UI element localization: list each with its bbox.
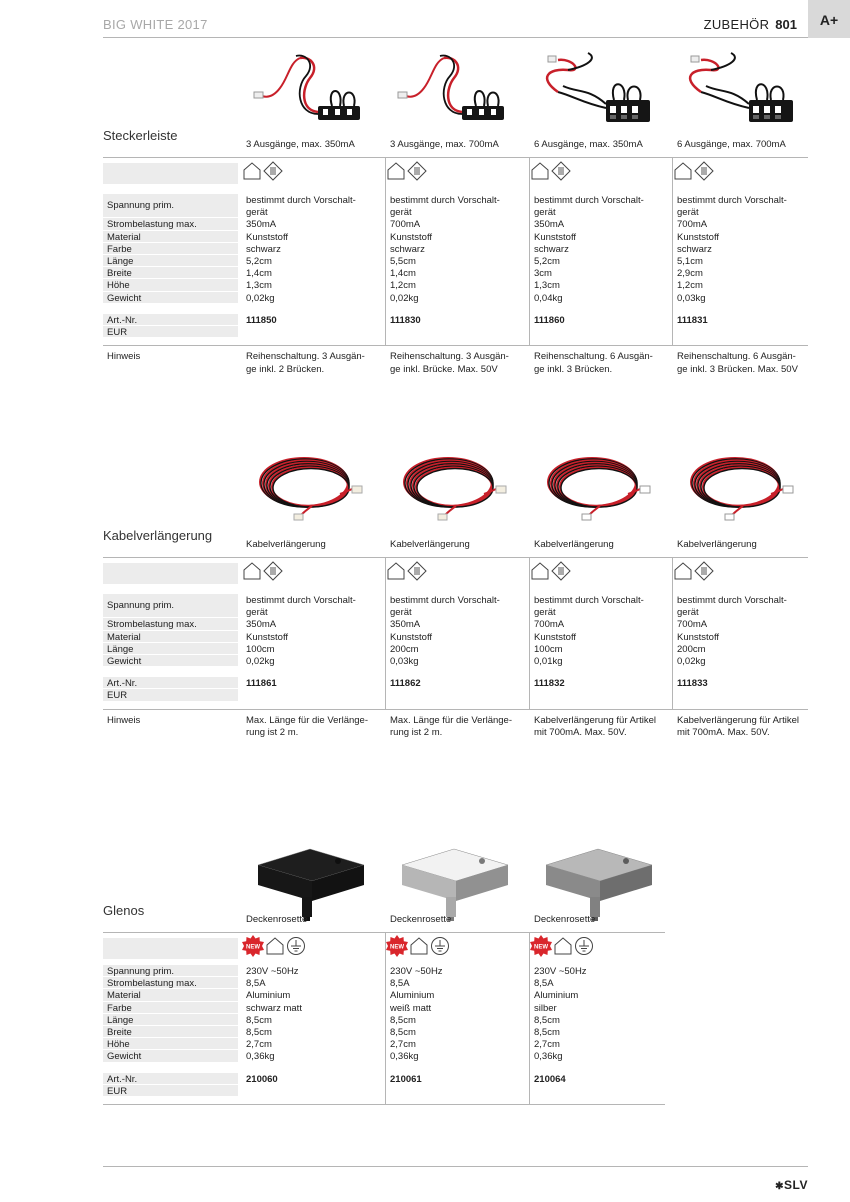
product-name: 6 Ausgänge, max. 700mA — [677, 139, 786, 150]
spec-value: 0,02kg — [677, 656, 706, 667]
spec-value: gerät — [677, 607, 699, 619]
spec-value: gerät — [677, 207, 699, 219]
section-bottom-rule — [103, 1104, 665, 1105]
product-note: ge inkl. 3 Brücken. — [534, 363, 613, 375]
certification-icons — [530, 561, 571, 581]
spec-value: Kunststoff — [534, 631, 577, 643]
spec-value: schwarz — [246, 243, 281, 255]
spec-value: bestimmt durch Vorschalt- — [534, 595, 644, 606]
eur-label: EUR — [107, 1085, 128, 1097]
spec-value: 0,03kg — [390, 656, 419, 667]
indoor-house-icon — [673, 161, 693, 181]
indoor-house-icon — [242, 161, 262, 181]
spec-value: gerät — [246, 607, 268, 619]
icon-row-bg — [103, 563, 238, 584]
spec-value: bestimmt durch Vorschalt- — [246, 595, 356, 606]
protective-earth-icon — [286, 936, 306, 956]
indoor-house-icon — [409, 936, 429, 956]
spec-value: 230V ~50Hz — [534, 966, 587, 977]
product-note: Max. Länge für die Verlänge- — [390, 714, 512, 726]
protection-class-iii-icon — [694, 161, 714, 181]
spec-value: schwarz — [677, 243, 712, 255]
spec-value: 0,36kg — [246, 1051, 275, 1063]
certification-icons — [386, 161, 427, 181]
protective-earth-icon — [430, 936, 450, 956]
section-rule — [103, 557, 808, 558]
column-separator — [385, 932, 386, 1104]
product-note: Kabelverlängerung für Artikel — [534, 714, 656, 726]
spec-label: Gewicht — [107, 292, 142, 304]
certification-icons — [530, 936, 594, 956]
spec-value: 230V ~50Hz — [246, 966, 299, 977]
spec-value: 350mA — [246, 619, 277, 631]
section-bottom-rule — [103, 345, 808, 346]
spec-label: Strombelastung max. — [107, 219, 197, 231]
product-note: Reihenschaltung. 3 Ausgän- — [390, 351, 509, 363]
spec-value: 350mA — [246, 219, 277, 231]
spec-label: Länge — [107, 256, 134, 267]
indoor-house-icon — [530, 561, 550, 581]
spec-value: Kunststoff — [390, 631, 433, 643]
spec-value: 8,5cm — [246, 1014, 272, 1026]
product-note: rung ist 2 m. — [390, 727, 443, 739]
footer-rule — [103, 1166, 808, 1167]
spec-value: schwarz — [534, 243, 569, 255]
certification-icons — [386, 936, 450, 956]
spec-label: Farbe — [107, 243, 132, 255]
spec-value: 8,5A — [390, 978, 410, 990]
spec-value: 2,7cm — [246, 1039, 272, 1051]
hinweis-label: Hinweis — [107, 351, 141, 363]
product-note: rung ist 2 m. — [246, 727, 299, 739]
spec-label: Material — [107, 990, 141, 1002]
product-name: Deckenrosette — [246, 914, 308, 925]
cable-coil-icon[interactable] — [671, 448, 811, 543]
art-nr-label: Art.-Nr. — [107, 1073, 138, 1085]
product-name: Kabelverlängerung — [534, 539, 614, 550]
product-name: Deckenrosette — [390, 914, 452, 925]
spec-value: 5,2cm — [246, 256, 272, 267]
spec-value: 1,4cm — [246, 268, 272, 280]
spec-value: Aluminium — [246, 990, 291, 1002]
spec-value: 100cm — [246, 643, 275, 655]
indoor-house-icon — [265, 936, 285, 956]
certification-icons — [386, 561, 427, 581]
chapter-tab[interactable]: A+ — [808, 0, 850, 38]
spec-label: Breite — [107, 1027, 132, 1038]
spec-label: Strombelastung max. — [107, 619, 197, 631]
section-rule — [103, 932, 665, 933]
spec-value: 5,5cm — [390, 256, 416, 267]
spec-value: 1,2cm — [390, 280, 416, 292]
spec-value: gerät — [390, 207, 412, 219]
spec-value: 700mA — [390, 219, 421, 231]
spec-label: Länge — [107, 643, 134, 655]
spec-label: Länge — [107, 1014, 134, 1026]
new-badge-icon — [530, 935, 552, 957]
spec-value: Kunststoff — [246, 231, 289, 243]
product-note: ge inkl. 3 Brücken. Max. 50V — [677, 363, 798, 375]
section-title: Glenos — [103, 903, 145, 918]
article-number[interactable]: 210064 — [534, 1073, 566, 1085]
new-badge-icon — [386, 935, 408, 957]
section-bottom-rule — [103, 709, 808, 710]
article-number[interactable]: 210061 — [390, 1073, 422, 1085]
spec-label: Gewicht — [107, 1051, 142, 1063]
spec-value: 100cm — [534, 643, 563, 655]
spec-value: 1,2cm — [677, 280, 703, 292]
article-number[interactable]: 111831 — [677, 314, 708, 326]
spec-value: bestimmt durch Vorschalt- — [390, 595, 500, 606]
article-number[interactable]: 111862 — [390, 678, 421, 690]
spec-value: Kunststoff — [677, 631, 720, 643]
indoor-house-icon — [553, 936, 573, 956]
spec-value: bestimmt durch Vorschalt- — [390, 195, 500, 206]
series-title: BIG WHITE 2017 — [103, 17, 208, 32]
product-note: Reihenschaltung. 3 Ausgän- — [246, 351, 365, 363]
art-nr-label: Art.-Nr. — [107, 678, 138, 690]
spec-value: bestimmt durch Vorschalt- — [677, 195, 787, 206]
cable-coil-icon[interactable] — [240, 448, 380, 543]
page-number: 801 — [775, 17, 797, 32]
indoor-house-icon — [386, 561, 406, 581]
spec-label: Material — [107, 231, 141, 243]
indoor-house-icon — [386, 161, 406, 181]
connector-strip-3-icon[interactable] — [240, 48, 380, 143]
indoor-house-icon — [530, 161, 550, 181]
cable-coil-icon[interactable] — [528, 448, 668, 543]
spec-value: 0,02kg — [390, 292, 419, 304]
spec-value: 200cm — [677, 643, 706, 655]
spec-value: gerät — [246, 207, 268, 219]
spec-value: 0,04kg — [534, 292, 563, 304]
certification-icons — [242, 161, 283, 181]
certification-icons — [530, 161, 571, 181]
spec-value: 700mA — [677, 619, 708, 631]
product-name: 6 Ausgänge, max. 350mA — [534, 139, 643, 150]
spec-value: 1,3cm — [534, 280, 560, 292]
spec-value: 0,01kg — [534, 656, 563, 667]
certification-icons — [242, 561, 283, 581]
spec-value: 0,36kg — [390, 1051, 419, 1063]
product-name: Kabelverlängerung — [677, 539, 757, 550]
spec-value: 1,3cm — [246, 280, 272, 292]
spec-label: Breite — [107, 268, 132, 280]
spec-value: 8,5cm — [390, 1027, 416, 1038]
article-number[interactable]: 210060 — [246, 1073, 278, 1085]
spec-value: 350mA — [534, 219, 565, 231]
connector-strip-6-icon[interactable] — [671, 48, 811, 143]
section-rule — [103, 157, 808, 158]
svg-text:NEW: NEW — [534, 944, 548, 951]
certification-icons — [673, 161, 714, 181]
product-name: Kabelverlängerung — [390, 539, 470, 550]
spec-value: 350mA — [390, 619, 421, 631]
certification-icons — [673, 561, 714, 581]
article-number[interactable]: 111830 — [390, 314, 421, 326]
svg-text:NEW: NEW — [246, 944, 260, 951]
spec-value: weiß matt — [390, 1002, 432, 1014]
spec-value: 8,5cm — [534, 1027, 560, 1038]
category-title: ZUBEHÖR — [703, 17, 770, 32]
spec-value: 0,02kg — [246, 656, 275, 667]
spec-value: Kunststoff — [390, 231, 433, 243]
certification-icons — [242, 936, 306, 956]
slv-logo: ✱SLV — [775, 1178, 808, 1192]
protection-class-iii-icon — [551, 161, 571, 181]
spec-label: Gewicht — [107, 656, 142, 667]
spec-label: Farbe — [107, 1002, 132, 1014]
spec-value: Kunststoff — [534, 231, 577, 243]
product-note: Kabelverlängerung für Artikel — [677, 714, 799, 726]
indoor-house-icon — [673, 561, 693, 581]
product-name: 3 Ausgänge, max. 350mA — [246, 139, 355, 150]
article-number[interactable]: 111861 — [246, 678, 277, 690]
product-name: Kabelverlängerung — [246, 539, 326, 550]
section-title: Steckerleiste — [103, 128, 178, 143]
spec-value: 200cm — [390, 643, 419, 655]
spec-value: 3cm — [534, 268, 552, 280]
spec-label: Höhe — [107, 280, 130, 292]
protection-class-iii-icon — [407, 561, 427, 581]
spec-value: 0,36kg — [534, 1051, 563, 1063]
product-name: 3 Ausgänge, max. 700mA — [390, 139, 499, 150]
spec-value: 8,5cm — [390, 1014, 416, 1026]
product-note: Reihenschaltung. 6 Ausgän- — [534, 351, 653, 363]
spec-label: Spannung prim. — [107, 966, 175, 977]
page-header — [704, 17, 797, 32]
icon-row-bg — [103, 163, 238, 184]
column-separator — [385, 157, 386, 345]
eur-label: EUR — [107, 690, 128, 702]
spec-value: bestimmt durch Vorschalt- — [534, 195, 644, 206]
svg-text:NEW: NEW — [390, 944, 404, 951]
header-rule — [103, 37, 808, 38]
spec-value: 2,7cm — [534, 1039, 560, 1051]
spec-value: 8,5cm — [246, 1027, 272, 1038]
product-note: ge inkl. Brücke. Max. 50V — [390, 363, 498, 375]
product-name: Deckenrosette — [534, 914, 596, 925]
spec-value: 8,5A — [534, 978, 554, 990]
article-number[interactable]: 111833 — [677, 678, 708, 690]
connector-strip-6-icon[interactable] — [528, 48, 668, 143]
spec-value: gerät — [534, 607, 556, 619]
article-number[interactable]: 111850 — [246, 314, 277, 326]
spec-label: Strombelastung max. — [107, 978, 197, 990]
spec-value: 0,03kg — [677, 292, 706, 304]
spec-value: Kunststoff — [677, 231, 720, 243]
spec-value: 8,5cm — [534, 1014, 560, 1026]
spec-value: 1,4cm — [390, 268, 416, 280]
column-separator — [529, 932, 530, 1104]
connector-strip-3-icon[interactable] — [384, 48, 524, 143]
cable-coil-icon[interactable] — [384, 448, 524, 543]
spec-value: 2,9cm — [677, 268, 703, 280]
spec-value: 5,2cm — [534, 256, 560, 267]
spec-value: 230V ~50Hz — [390, 966, 443, 977]
spec-value: 2,7cm — [390, 1039, 416, 1051]
spec-value: silber — [534, 1002, 557, 1014]
spec-value: 700mA — [677, 219, 708, 231]
eur-label: EUR — [107, 327, 128, 338]
indoor-house-icon — [242, 561, 262, 581]
spec-value: bestimmt durch Vorschalt- — [246, 195, 356, 206]
spec-value: schwarz matt — [246, 1002, 302, 1014]
hinweis-label: Hinweis — [107, 714, 141, 726]
icon-row-bg — [103, 938, 238, 959]
section-title: Kabelverlängerung — [103, 528, 213, 543]
spec-value: 8,5A — [246, 978, 266, 990]
spec-value: schwarz — [390, 243, 425, 255]
spec-value: gerät — [534, 207, 556, 219]
spec-value: Aluminium — [534, 990, 579, 1002]
protection-class-iii-icon — [407, 161, 427, 181]
product-note: mit 700mA. Max. 50V. — [677, 727, 770, 739]
product-note: Max. Länge für die Verlänge- — [246, 714, 368, 726]
protection-class-iii-icon — [694, 561, 714, 581]
product-note: Reihenschaltung. 6 Ausgän- — [677, 351, 796, 363]
protection-class-iii-icon — [263, 561, 283, 581]
column-separator — [529, 157, 530, 345]
new-badge-icon — [242, 935, 264, 957]
article-number[interactable]: 111860 — [534, 314, 565, 326]
spec-value: Kunststoff — [246, 631, 289, 643]
product-note: mit 700mA. Max. 50V. — [534, 727, 627, 739]
spec-label: Spannung prim. — [107, 600, 175, 611]
column-separator — [672, 157, 673, 345]
spec-label: Spannung prim. — [107, 200, 175, 211]
spec-value: Aluminium — [390, 990, 435, 1002]
spec-label: Höhe — [107, 1039, 130, 1051]
protection-class-iii-icon — [551, 561, 571, 581]
spec-value: 0,02kg — [246, 292, 275, 304]
spec-value: bestimmt durch Vorschalt- — [677, 595, 787, 606]
art-nr-label: Art.-Nr. — [107, 314, 138, 326]
spec-value: gerät — [390, 607, 412, 619]
spec-value: 700mA — [534, 619, 565, 631]
article-number[interactable]: 111832 — [534, 678, 565, 690]
spec-label: Material — [107, 631, 141, 643]
product-note: ge inkl. 2 Brücken. — [246, 363, 325, 375]
protective-earth-icon — [574, 936, 594, 956]
protection-class-iii-icon — [263, 161, 283, 181]
spec-value: 5,1cm — [677, 256, 703, 267]
